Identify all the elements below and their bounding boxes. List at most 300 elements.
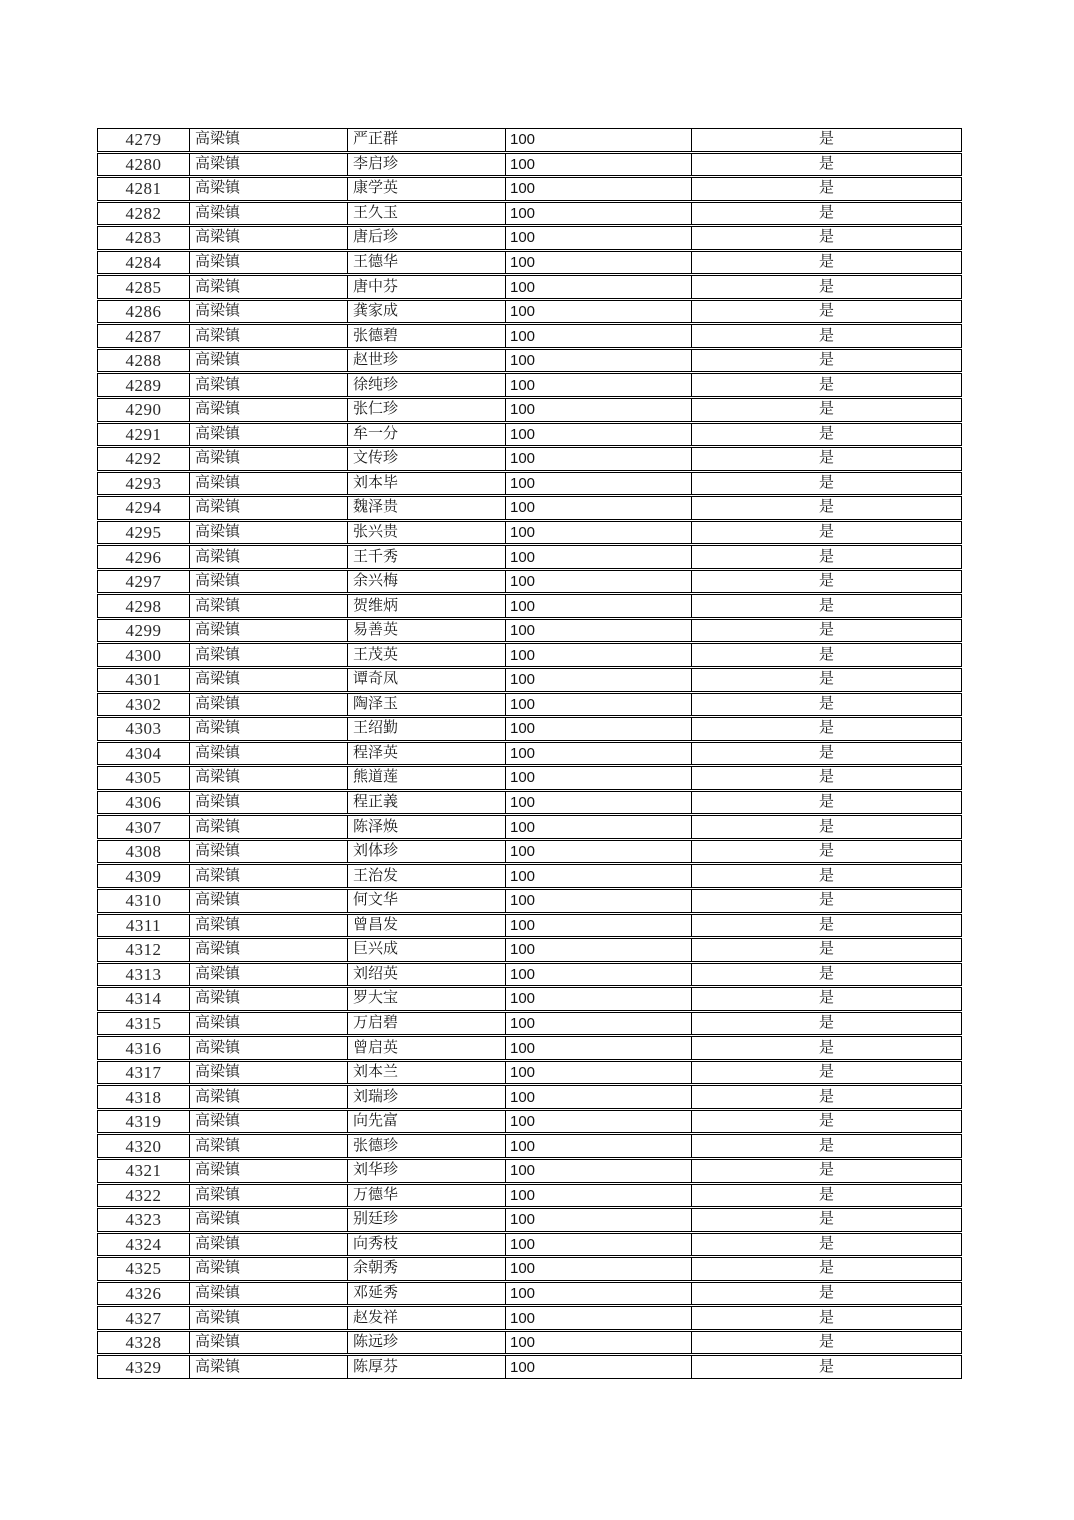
cell-town: 高梁镇 — [189, 1283, 347, 1305]
table-row — [97, 914, 962, 938]
cell-town: 高梁镇 — [189, 276, 347, 298]
cell-score: 100 — [505, 669, 691, 691]
cell-score: 100 — [505, 620, 691, 642]
table-row — [97, 153, 962, 177]
cell-id: 4290 — [125, 400, 162, 420]
cell-town: 高梁镇 — [189, 595, 347, 617]
cell-town: 高梁镇 — [189, 178, 347, 200]
cell-id: 4289 — [125, 375, 162, 395]
cell-flag: 是 — [691, 964, 961, 986]
cell-town: 高梁镇 — [189, 792, 347, 814]
cell-name: 曾昌发 — [347, 915, 505, 937]
cell-score: 100 — [505, 399, 691, 421]
cell-flag: 是 — [691, 301, 961, 323]
cell-score: 100 — [505, 1234, 691, 1256]
cell-name: 张德碧 — [347, 325, 505, 347]
cell-name: 王茂英 — [347, 644, 505, 666]
cell-town: 高梁镇 — [189, 694, 347, 716]
cell-id: 4314 — [125, 989, 162, 1009]
cell-flag: 是 — [691, 816, 961, 838]
cell-flag: 是 — [691, 1135, 961, 1157]
cell-score: 100 — [505, 1111, 691, 1133]
cell-id: 4325 — [125, 1259, 162, 1279]
cell-name: 魏泽贵 — [347, 497, 505, 519]
cell-name: 邓延秀 — [347, 1283, 505, 1305]
cell-name: 文传珍 — [347, 448, 505, 470]
cell-flag: 是 — [691, 350, 961, 372]
cell-town: 高梁镇 — [189, 424, 347, 446]
cell-town: 高梁镇 — [189, 1234, 347, 1256]
cell-id: 4312 — [125, 940, 162, 960]
cell-name: 贺维炳 — [347, 595, 505, 617]
table-row — [97, 742, 962, 766]
cell-id: 4292 — [125, 449, 162, 469]
cell-score: 100 — [505, 767, 691, 789]
cell-id: 4306 — [125, 793, 162, 813]
cell-name: 谭奇凤 — [347, 669, 505, 691]
cell-town: 高梁镇 — [189, 767, 347, 789]
cell-name: 陈厚芬 — [347, 1356, 505, 1378]
cell-name: 康学英 — [347, 178, 505, 200]
cell-id: 4288 — [125, 351, 162, 371]
cell-name: 王久玉 — [347, 203, 505, 225]
cell-name: 向秀枝 — [347, 1234, 505, 1256]
cell-id: 4296 — [125, 547, 162, 567]
cell-score: 100 — [505, 571, 691, 593]
cell-flag: 是 — [691, 890, 961, 912]
cell-name: 刘瑞珍 — [347, 1086, 505, 1108]
table-row — [97, 889, 962, 913]
cell-flag: 是 — [691, 1160, 961, 1182]
cell-town: 高梁镇 — [189, 1037, 347, 1059]
table-row — [97, 128, 962, 152]
cell-flag: 是 — [691, 841, 961, 863]
cell-name: 龚家成 — [347, 301, 505, 323]
cell-score: 100 — [505, 203, 691, 225]
cell-town: 高梁镇 — [189, 227, 347, 249]
cell-flag: 是 — [691, 694, 961, 716]
cell-id: 4297 — [125, 572, 162, 592]
table-row — [97, 398, 962, 422]
cell-town: 高梁镇 — [189, 1185, 347, 1207]
table-row — [97, 1110, 962, 1134]
cell-score: 100 — [505, 1356, 691, 1378]
cell-score: 100 — [505, 276, 691, 298]
cell-name: 严正群 — [347, 129, 505, 151]
table-row — [97, 840, 962, 864]
cell-flag: 是 — [691, 1037, 961, 1059]
cell-name: 罗大宝 — [347, 988, 505, 1010]
cell-name: 曾启英 — [347, 1037, 505, 1059]
cell-flag: 是 — [691, 473, 961, 495]
cell-name: 向先富 — [347, 1111, 505, 1133]
cell-id: 4294 — [125, 498, 162, 518]
cell-id: 4322 — [125, 1185, 162, 1205]
cell-flag: 是 — [691, 252, 961, 274]
cell-town: 高梁镇 — [189, 743, 347, 765]
table-row — [97, 472, 962, 496]
cell-score: 100 — [505, 448, 691, 470]
cell-town: 高梁镇 — [189, 571, 347, 593]
cell-score: 100 — [505, 694, 691, 716]
cell-flag: 是 — [691, 792, 961, 814]
cell-town: 高梁镇 — [189, 1307, 347, 1329]
cell-name: 陈泽焕 — [347, 816, 505, 838]
cell-town: 高梁镇 — [189, 841, 347, 863]
cell-town: 高梁镇 — [189, 374, 347, 396]
table-row — [97, 1036, 962, 1060]
table-row — [97, 226, 962, 250]
cell-score: 100 — [505, 964, 691, 986]
table-row — [97, 938, 962, 962]
cell-town: 高梁镇 — [189, 915, 347, 937]
cell-score: 100 — [505, 1209, 691, 1231]
cell-name: 熊道莲 — [347, 767, 505, 789]
cell-flag: 是 — [691, 988, 961, 1010]
cell-score: 100 — [505, 129, 691, 151]
cell-name: 王治发 — [347, 865, 505, 887]
cell-name: 陶泽玉 — [347, 694, 505, 716]
cell-id: 4280 — [125, 154, 162, 174]
cell-id: 4293 — [125, 473, 162, 493]
cell-score: 100 — [505, 227, 691, 249]
cell-score: 100 — [505, 325, 691, 347]
cell-score: 100 — [505, 522, 691, 544]
cell-town: 高梁镇 — [189, 350, 347, 372]
cell-name: 巨兴成 — [347, 939, 505, 961]
cell-name: 别廷珍 — [347, 1209, 505, 1231]
cell-name: 赵世珍 — [347, 350, 505, 372]
cell-flag: 是 — [691, 325, 961, 347]
cell-flag: 是 — [691, 1062, 961, 1084]
table-row — [97, 594, 962, 618]
cell-name: 刘本毕 — [347, 473, 505, 495]
cell-id: 4284 — [125, 253, 162, 272]
cell-town: 高梁镇 — [189, 669, 347, 691]
table-row — [97, 1184, 962, 1208]
cell-id: 4281 — [125, 179, 162, 199]
cell-score: 100 — [505, 1332, 691, 1354]
cell-name: 万启碧 — [347, 1013, 505, 1035]
cell-flag: 是 — [691, 1234, 961, 1256]
cell-name: 余朝秀 — [347, 1258, 505, 1280]
table-row — [97, 791, 962, 815]
table-row — [97, 177, 962, 201]
cell-score: 100 — [505, 865, 691, 887]
table-row — [97, 668, 962, 692]
cell-name: 刘绍英 — [347, 964, 505, 986]
cell-flag: 是 — [691, 1356, 961, 1378]
table-row — [97, 1159, 962, 1183]
cell-flag: 是 — [691, 1283, 961, 1305]
table-row — [97, 1061, 962, 1085]
cell-name: 程正義 — [347, 792, 505, 814]
cell-town: 高梁镇 — [189, 252, 347, 274]
cell-flag: 是 — [691, 497, 961, 519]
cell-flag: 是 — [691, 915, 961, 937]
cell-id: 4320 — [125, 1136, 162, 1156]
cell-score: 100 — [505, 1283, 691, 1305]
cell-id: 4298 — [125, 596, 162, 616]
cell-name: 何文华 — [347, 890, 505, 912]
cell-name: 刘华珍 — [347, 1160, 505, 1182]
table-row — [97, 1233, 962, 1257]
cell-flag: 是 — [691, 1332, 961, 1354]
cell-score: 100 — [505, 792, 691, 814]
cell-town: 高梁镇 — [189, 497, 347, 519]
table-row — [97, 963, 962, 987]
table-row — [97, 1331, 962, 1355]
cell-id: 4301 — [125, 670, 162, 690]
cell-flag: 是 — [691, 154, 961, 176]
table-row — [97, 447, 962, 471]
cell-flag: 是 — [691, 129, 961, 151]
cell-name: 陈远珍 — [347, 1332, 505, 1354]
table-row — [97, 1355, 962, 1379]
cell-town: 高梁镇 — [189, 1062, 347, 1084]
cell-flag: 是 — [691, 595, 961, 617]
table-row — [97, 496, 962, 520]
cell-id: 4313 — [125, 964, 162, 984]
cell-town: 高梁镇 — [189, 620, 347, 642]
cell-score: 100 — [505, 424, 691, 446]
cell-id: 4302 — [125, 694, 162, 714]
cell-id: 4305 — [125, 768, 162, 788]
cell-flag: 是 — [691, 939, 961, 961]
cell-name: 李启珍 — [347, 154, 505, 176]
cell-town: 高梁镇 — [189, 718, 347, 740]
table-row — [97, 1134, 962, 1158]
table-row — [97, 1012, 962, 1036]
cell-score: 100 — [505, 546, 691, 568]
cell-score: 100 — [505, 939, 691, 961]
cell-flag: 是 — [691, 743, 961, 765]
cell-flag: 是 — [691, 1013, 961, 1035]
cell-flag: 是 — [691, 178, 961, 200]
cell-town: 高梁镇 — [189, 448, 347, 470]
cell-town: 高梁镇 — [189, 399, 347, 421]
cell-flag: 是 — [691, 546, 961, 568]
cell-id: 4286 — [125, 302, 162, 322]
cell-town: 高梁镇 — [189, 1086, 347, 1108]
cell-score: 100 — [505, 743, 691, 765]
cell-flag: 是 — [691, 227, 961, 249]
cell-score: 100 — [505, 473, 691, 495]
cell-name: 王千秀 — [347, 546, 505, 568]
cell-score: 100 — [505, 1258, 691, 1280]
cell-town: 高梁镇 — [189, 1209, 347, 1231]
cell-flag: 是 — [691, 865, 961, 887]
cell-town: 高梁镇 — [189, 644, 347, 666]
cell-id: 4279 — [125, 130, 162, 150]
cell-flag: 是 — [691, 1307, 961, 1329]
cell-town: 高梁镇 — [189, 301, 347, 323]
cell-flag: 是 — [691, 1185, 961, 1207]
table-row — [97, 1257, 962, 1281]
cell-flag: 是 — [691, 1258, 961, 1280]
cell-score: 100 — [505, 718, 691, 740]
cell-id: 4326 — [125, 1283, 162, 1303]
cell-flag: 是 — [691, 620, 961, 642]
table-row — [97, 545, 962, 569]
table-row — [97, 202, 962, 226]
cell-score: 100 — [505, 1013, 691, 1035]
cell-name: 唐中芬 — [347, 276, 505, 298]
cell-score: 100 — [505, 1086, 691, 1108]
cell-town: 高梁镇 — [189, 988, 347, 1010]
cell-id: 4321 — [125, 1161, 162, 1181]
cell-id: 4303 — [125, 719, 162, 739]
cell-score: 100 — [505, 1062, 691, 1084]
cell-name: 余兴梅 — [347, 571, 505, 593]
cell-flag: 是 — [691, 718, 961, 740]
cell-id: 4310 — [125, 891, 162, 911]
table-row — [97, 864, 962, 888]
cell-id: 4316 — [125, 1038, 162, 1058]
cell-id: 4282 — [125, 203, 162, 223]
cell-flag: 是 — [691, 1209, 961, 1231]
cell-id: 4295 — [125, 523, 162, 543]
cell-flag: 是 — [691, 374, 961, 396]
cell-name: 万德华 — [347, 1185, 505, 1207]
cell-id: 4304 — [125, 743, 162, 763]
cell-flag: 是 — [691, 767, 961, 789]
cell-score: 100 — [505, 915, 691, 937]
table-row — [97, 570, 962, 594]
cell-town: 高梁镇 — [189, 816, 347, 838]
cell-flag: 是 — [691, 424, 961, 446]
cell-id: 4329 — [125, 1357, 162, 1377]
table-row — [97, 373, 962, 397]
cell-score: 100 — [505, 1160, 691, 1182]
cell-score: 100 — [505, 1185, 691, 1207]
table-row — [97, 349, 962, 373]
cell-name: 张仁珍 — [347, 399, 505, 421]
cell-score: 100 — [505, 154, 691, 176]
cell-flag: 是 — [691, 203, 961, 225]
cell-name: 刘体珍 — [347, 841, 505, 863]
cell-town: 高梁镇 — [189, 473, 347, 495]
table-row — [97, 619, 962, 643]
cell-score: 100 — [505, 1037, 691, 1059]
cell-name: 王德华 — [347, 252, 505, 274]
cell-id: 4324 — [125, 1234, 162, 1254]
cell-id: 4318 — [125, 1087, 162, 1107]
table-row — [97, 1208, 962, 1232]
cell-name: 王绍勤 — [347, 718, 505, 740]
cell-town: 高梁镇 — [189, 1013, 347, 1035]
cell-score: 100 — [505, 178, 691, 200]
cell-flag: 是 — [691, 669, 961, 691]
cell-score: 100 — [505, 374, 691, 396]
cell-town: 高梁镇 — [189, 546, 347, 568]
table-row — [97, 1282, 962, 1306]
table-row — [97, 815, 962, 839]
cell-name: 程泽英 — [347, 743, 505, 765]
table-row — [97, 1306, 962, 1330]
cell-id: 4308 — [125, 842, 162, 862]
cell-score: 100 — [505, 1135, 691, 1157]
cell-score: 100 — [505, 301, 691, 323]
cell-town: 高梁镇 — [189, 129, 347, 151]
cell-flag: 是 — [691, 1111, 961, 1133]
cell-flag: 是 — [691, 448, 961, 470]
cell-town: 高梁镇 — [189, 203, 347, 225]
table-row — [97, 766, 962, 790]
cell-score: 100 — [505, 816, 691, 838]
cell-town: 高梁镇 — [189, 865, 347, 887]
cell-name: 赵发祥 — [347, 1307, 505, 1329]
table-row — [97, 300, 962, 324]
cell-score: 100 — [505, 644, 691, 666]
cell-id: 4319 — [125, 1112, 162, 1132]
cell-name: 易善英 — [347, 620, 505, 642]
cell-score: 100 — [505, 988, 691, 1010]
cell-id: 4323 — [125, 1210, 162, 1230]
cell-town: 高梁镇 — [189, 1111, 347, 1133]
cell-town: 高梁镇 — [189, 939, 347, 961]
cell-town: 高梁镇 — [189, 1135, 347, 1157]
table-row — [97, 521, 962, 545]
cell-town: 高梁镇 — [189, 522, 347, 544]
table-row — [97, 423, 962, 447]
cell-score: 100 — [505, 350, 691, 372]
cell-id: 4283 — [125, 228, 162, 248]
table-row — [97, 251, 962, 275]
cell-name: 张德珍 — [347, 1135, 505, 1157]
cell-town: 高梁镇 — [189, 890, 347, 912]
cell-town: 高梁镇 — [189, 1356, 347, 1378]
cell-score: 100 — [505, 841, 691, 863]
table-row — [97, 693, 962, 717]
cell-score: 100 — [505, 890, 691, 912]
cell-name: 张兴贵 — [347, 522, 505, 544]
cell-id: 4328 — [125, 1333, 162, 1353]
cell-id: 4327 — [125, 1308, 162, 1328]
cell-id: 4311 — [125, 915, 162, 935]
cell-score: 100 — [505, 497, 691, 519]
cell-id: 4285 — [125, 277, 162, 297]
cell-name: 刘本兰 — [347, 1062, 505, 1084]
cell-town: 高梁镇 — [189, 154, 347, 176]
cell-id: 4291 — [125, 424, 162, 444]
cell-flag: 是 — [691, 1086, 961, 1108]
cell-id: 4287 — [125, 326, 162, 346]
cell-id: 4300 — [125, 645, 162, 665]
cell-id: 4315 — [125, 1013, 162, 1033]
cell-name: 唐后珍 — [347, 227, 505, 249]
cell-flag: 是 — [691, 276, 961, 298]
records-table — [97, 128, 962, 1379]
cell-flag: 是 — [691, 522, 961, 544]
cell-score: 100 — [505, 595, 691, 617]
cell-town: 高梁镇 — [189, 1332, 347, 1354]
table-row — [97, 275, 962, 299]
cell-flag: 是 — [691, 644, 961, 666]
table-row — [97, 717, 962, 741]
table-row — [97, 1085, 962, 1109]
cell-score: 100 — [505, 252, 691, 274]
cell-name: 牟一分 — [347, 424, 505, 446]
cell-id: 4309 — [125, 866, 162, 886]
table-row — [97, 324, 962, 348]
cell-town: 高梁镇 — [189, 1160, 347, 1182]
table-row — [97, 643, 962, 667]
cell-town: 高梁镇 — [189, 964, 347, 986]
cell-id: 4317 — [125, 1063, 162, 1083]
cell-name: 徐纯珍 — [347, 374, 505, 396]
cell-town: 高梁镇 — [189, 325, 347, 347]
